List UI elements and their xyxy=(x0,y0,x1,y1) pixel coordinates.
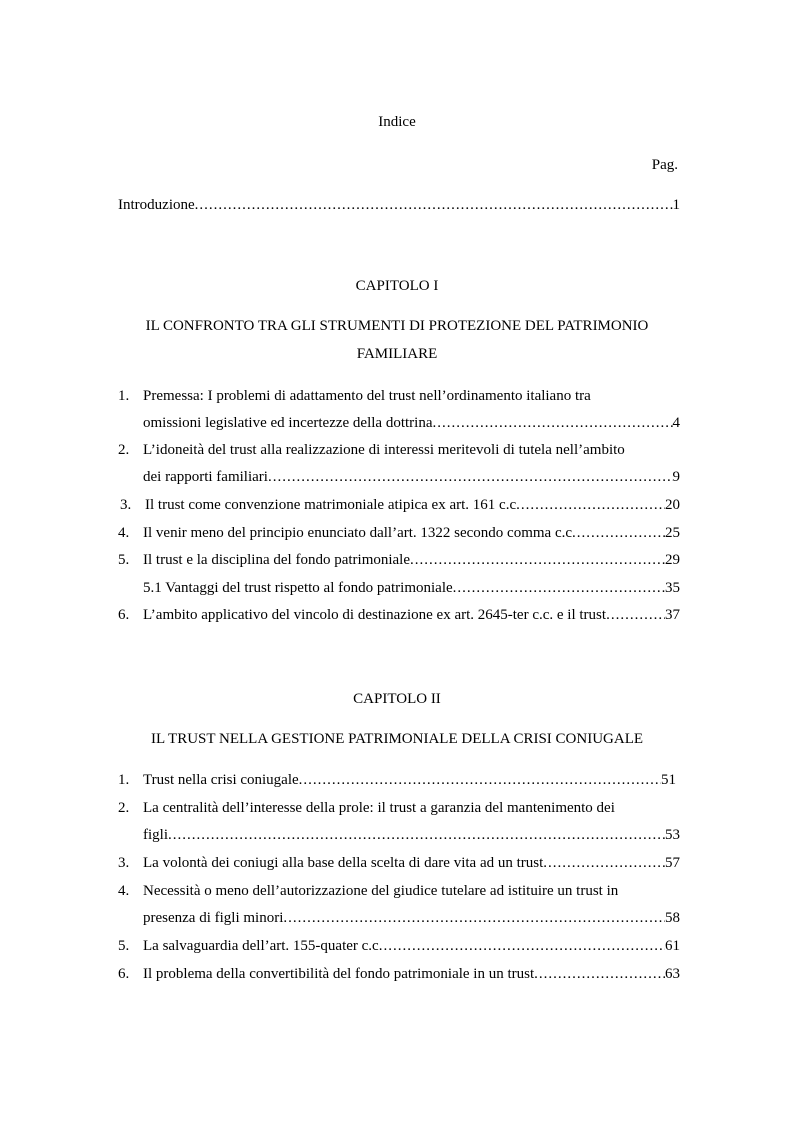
leader-dots xyxy=(410,552,665,569)
toc-entry-page: 37 xyxy=(665,607,680,623)
toc-entry-number: 1. xyxy=(118,388,130,404)
toc-entry-label: Introduzione xyxy=(118,197,195,213)
toc-entry-label: La salvaguardia dell’art. 155-quater c.c xyxy=(143,938,379,954)
chapter-2-heading: CAPITOLO II xyxy=(353,691,441,707)
toc-entry-ch2-3[interactable] xyxy=(143,855,680,872)
toc-entry-number: 6. xyxy=(118,607,130,623)
toc-entry-label-cont: figli xyxy=(143,827,168,843)
toc-entry-ch1-4[interactable] xyxy=(143,525,680,542)
toc-entry-page: 57 xyxy=(665,855,680,871)
toc-entry-ch1-5-1[interactable] xyxy=(143,580,680,597)
leader-dots xyxy=(195,197,673,214)
leader-dots xyxy=(606,607,665,624)
toc-entry-ch1-2[interactable] xyxy=(143,469,680,486)
toc-entry-page: 63 xyxy=(665,966,680,982)
leader-dots xyxy=(516,497,665,514)
toc-entry-page: 53 xyxy=(665,827,680,843)
toc-entry-ch1-3[interactable] xyxy=(145,497,680,514)
toc-entry-page: 35 xyxy=(665,580,680,596)
toc-entry-label[interactable]: L’idoneità del trust alla realizzazione di interessi meritevoli di tutela nell’ambito xyxy=(143,442,625,458)
toc-entry-number: 2. xyxy=(118,800,130,816)
toc-entry-label: Il venir meno del principio enunciato dall’art. 1322 secondo comma c.c xyxy=(143,525,573,541)
leader-dots xyxy=(379,938,665,955)
toc-entry-label: 5.1 Vantaggi del trust rispetto al fondo patrimoniale xyxy=(143,580,453,596)
leader-dots xyxy=(268,469,673,486)
toc-entry-number: 1. xyxy=(118,772,130,788)
leader-dots xyxy=(432,415,672,432)
toc-entry-number: 3. xyxy=(118,855,130,871)
toc-entry-label: L’ambito applicativo del vincolo di destinazione ex art. 2645-ter c.c. e il trust xyxy=(143,607,607,623)
leader-dots xyxy=(453,580,665,597)
toc-entry-number: 4. xyxy=(118,883,130,899)
toc-entry-label[interactable]: Necessità o meno dell’autorizzazione del giudice tutelare ad istituire un trust in xyxy=(143,883,619,899)
toc-entry-label-cont: dei rapporti familiari xyxy=(143,469,268,485)
toc-entry-label-cont: presenza di figli minori xyxy=(143,910,284,926)
chapter-1-title-line2: FAMILIARE xyxy=(356,346,438,362)
toc-entry-ch2-4[interactable] xyxy=(143,910,680,927)
leader-dots xyxy=(543,855,665,872)
toc-entry-introduzione[interactable] xyxy=(118,197,680,214)
toc-entry-number: 5. xyxy=(118,552,130,568)
toc-entry-label[interactable]: La centralità dell’interesse della prole: il trust a garanzia del mantenimento dei xyxy=(143,800,615,816)
leader-dots xyxy=(168,827,665,844)
toc-entry-page: 20 xyxy=(665,497,680,513)
toc-entry-label: Trust nella crisi coniugale xyxy=(143,772,299,788)
toc-entry-label: Il trust come convenzione matrimoniale atipica ex art. 161 c.c xyxy=(145,497,517,513)
toc-entry-page: 58 xyxy=(665,910,680,926)
chapter-2-title: IL TRUST NELLA GESTIONE PATRIMONIALE DELLA CRISI CONIUGALE xyxy=(150,731,644,747)
toc-entry-ch1-1[interactable] xyxy=(143,415,680,432)
toc-entry-label-cont: omissioni legislative ed incertezze della dottrina xyxy=(143,415,433,431)
leader-dots xyxy=(299,772,661,789)
chapter-1-title-line1: IL CONFRONTO TRA GLI STRUMENTI DI PROTEZIONE DEL PATRIMONIO xyxy=(145,318,649,334)
toc-entry-number: 6. xyxy=(118,966,130,982)
toc-entry-ch2-5[interactable] xyxy=(143,938,680,955)
toc-entry-number: 2. xyxy=(118,442,130,458)
toc-entry-label: La volontà dei coniugi alla base della scelta di dare vita ad un trust xyxy=(143,855,544,871)
toc-entry-label[interactable]: Premessa: I problemi di adattamento del trust nell’ordinamento italiano tra xyxy=(143,388,591,404)
toc-entry-label: Il problema della convertibilità del fondo patrimoniale in un trust xyxy=(143,966,535,982)
toc-entry-number: 4. xyxy=(118,525,130,541)
leader-dots xyxy=(283,910,665,927)
toc-entry-label: Il trust e la disciplina del fondo patrimoniale xyxy=(143,552,411,568)
toc-entry-number: 5. xyxy=(118,938,130,954)
toc-entry-page: 1 xyxy=(672,197,680,213)
page-title: Indice xyxy=(378,114,416,130)
toc-entry-ch1-5[interactable] xyxy=(143,552,680,569)
chapter-1-heading: CAPITOLO I xyxy=(355,278,439,294)
page-column-label: Pag. xyxy=(651,157,678,173)
toc-entry-page: 25 xyxy=(665,525,680,541)
toc-entry-ch2-1[interactable] xyxy=(143,772,676,789)
leader-dots xyxy=(572,525,665,542)
toc-entry-ch1-6[interactable] xyxy=(143,607,680,624)
leader-dots xyxy=(534,966,665,983)
toc-entry-page: 9 xyxy=(672,469,680,485)
toc-entry-page: 29 xyxy=(665,552,680,568)
toc-entry-page: 51 xyxy=(661,772,676,788)
toc-entry-page: 4 xyxy=(672,415,680,431)
toc-entry-ch2-2[interactable] xyxy=(143,827,680,844)
toc-entry-ch2-6[interactable] xyxy=(143,966,680,983)
toc-entry-page: 61 xyxy=(665,938,680,954)
toc-entry-number: 3. xyxy=(120,497,132,513)
